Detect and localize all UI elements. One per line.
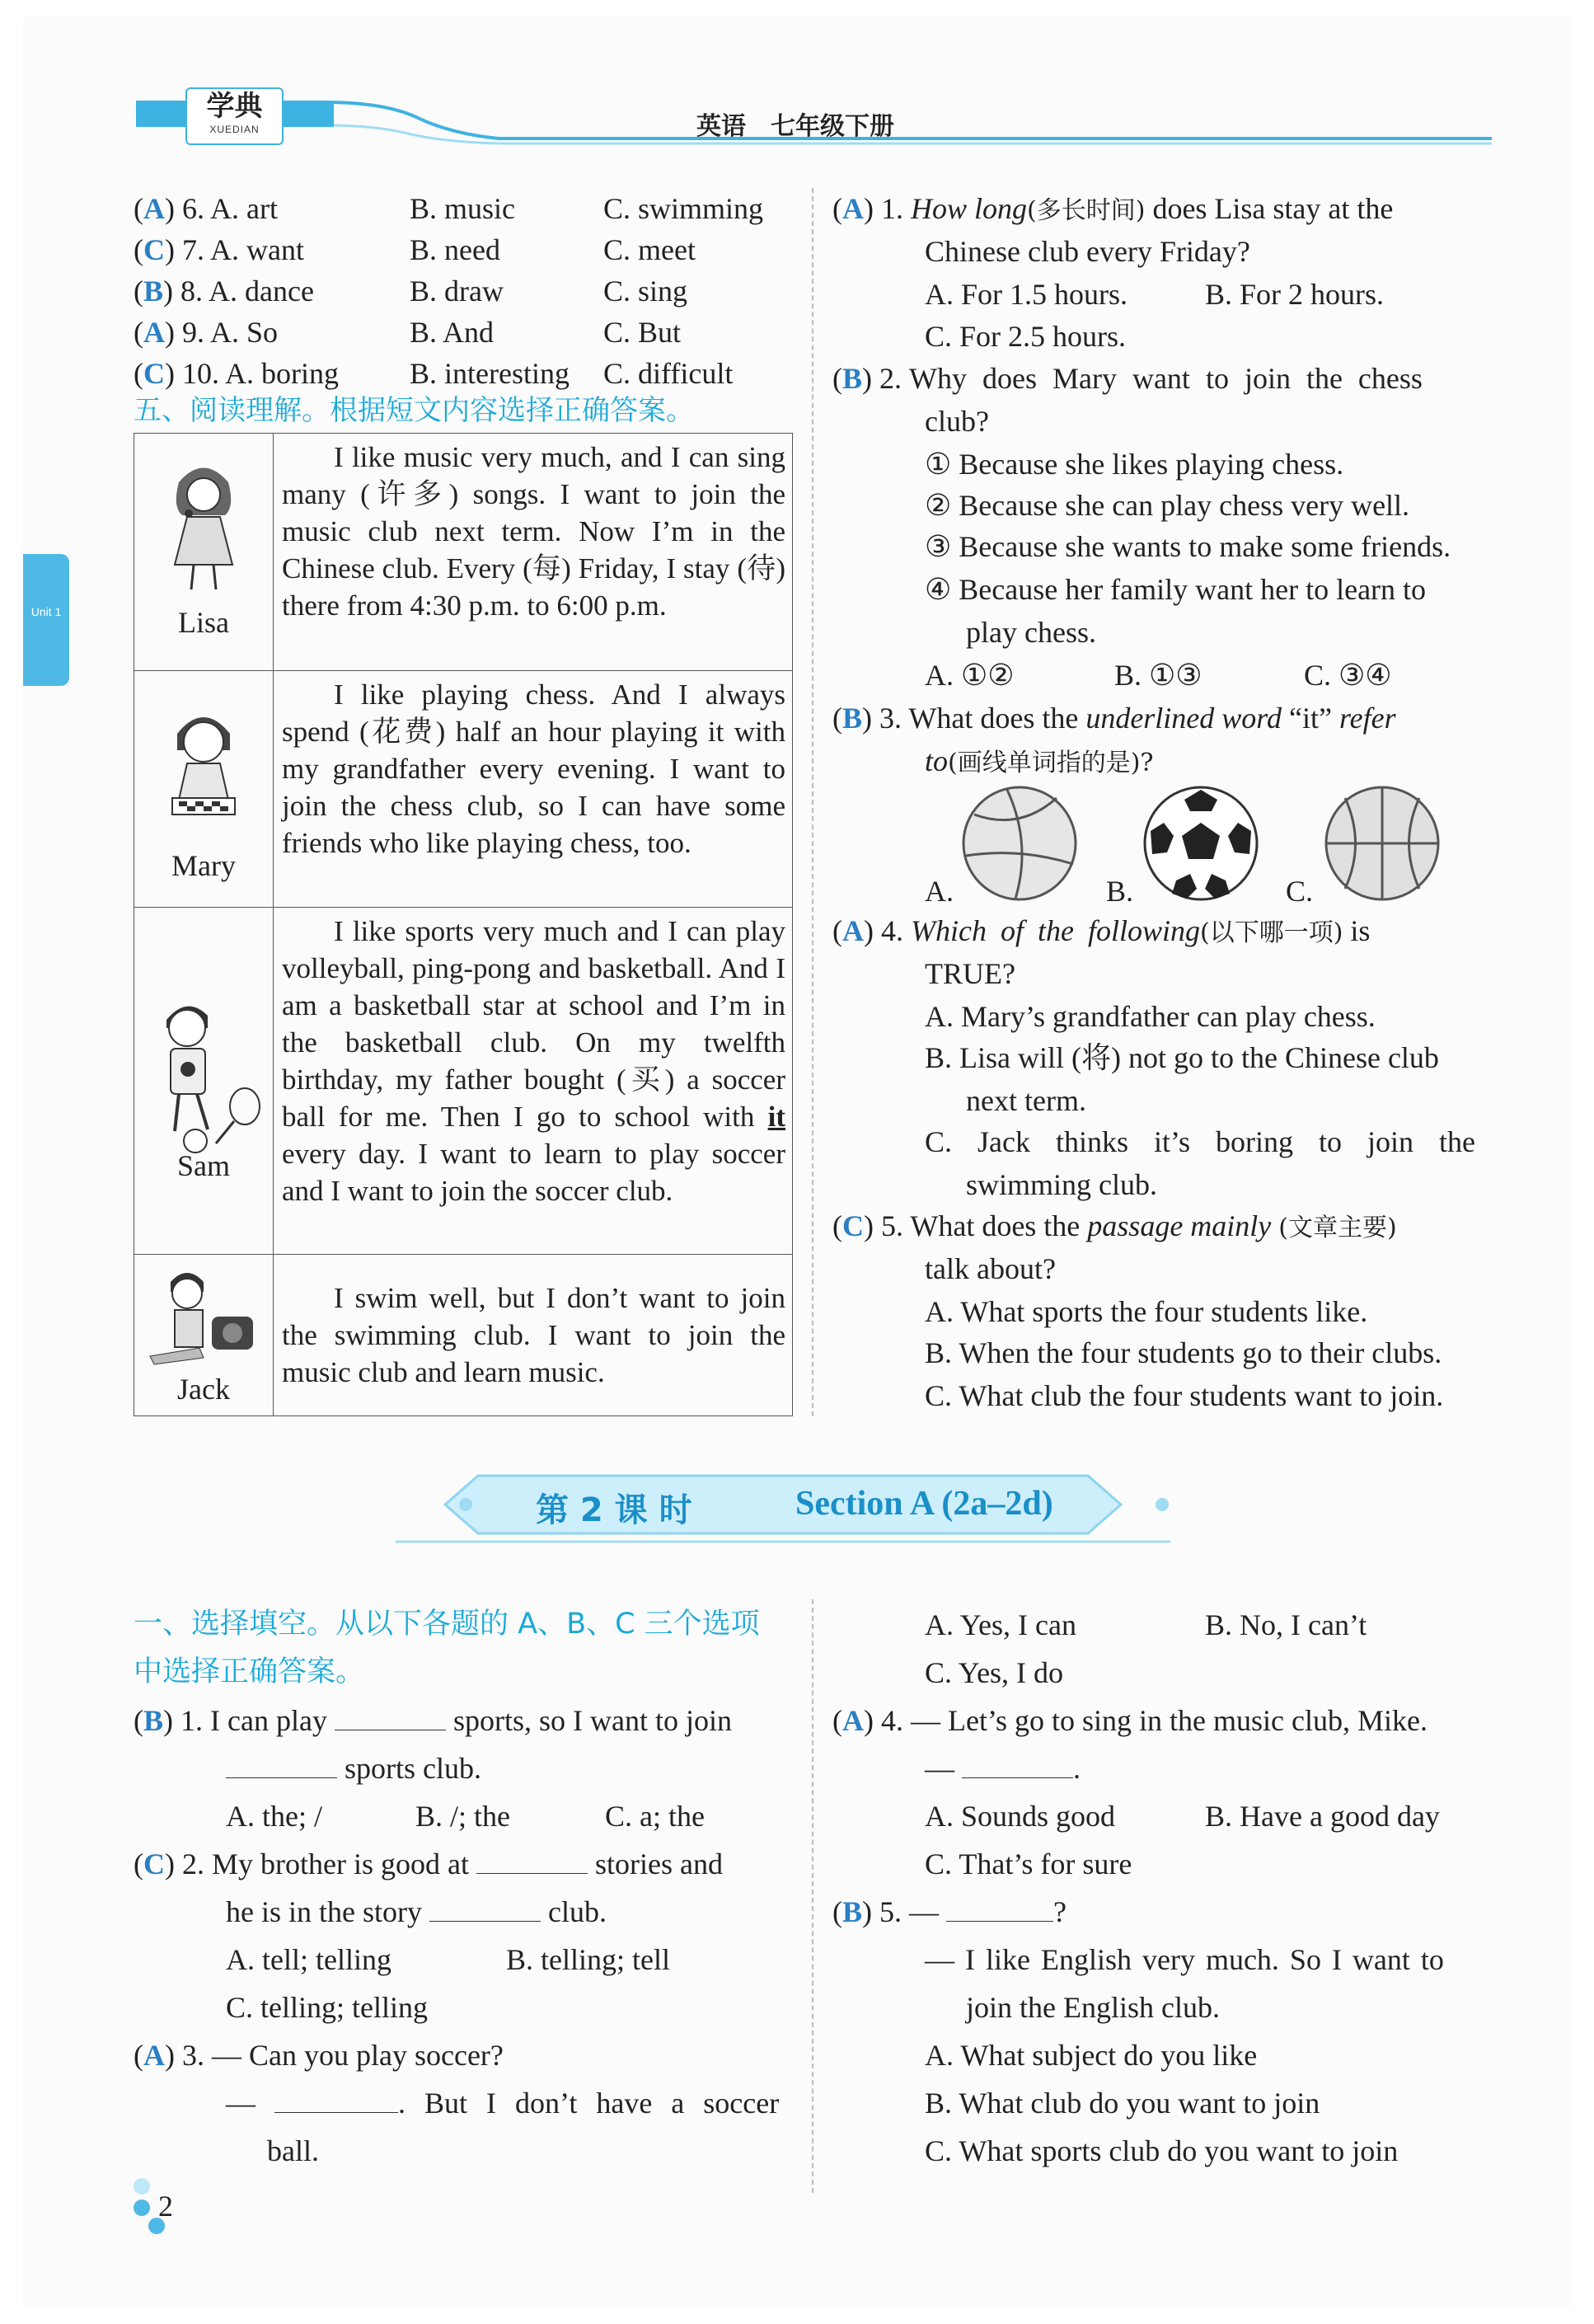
lisa-text-cell	[274, 434, 793, 671]
option: B. telling; tell	[506, 1943, 670, 1976]
option: B. ①③	[1114, 659, 1203, 692]
option: C. ③④	[1304, 659, 1392, 692]
logo-cn: 学典	[206, 90, 263, 123]
cloze-option: C. swimming	[603, 192, 764, 225]
option: A. Yes, I can	[925, 1608, 1076, 1641]
mcq-4-line1: (A) 4. — Let’s go to sing in the music club, Mike.	[832, 1704, 1428, 1737]
mcq-5-line3: join the English club.	[966, 1991, 1220, 2024]
lesson-title-cn: 第 2 课 时	[536, 1491, 692, 1529]
option: C. a; the	[605, 1800, 705, 1833]
cloze-option: B. music	[410, 192, 516, 225]
option: C. telling; telling	[226, 1991, 428, 2024]
hexagon-decoration-icon	[132, 2176, 181, 2242]
option: ④ Because her family want her to learn to	[925, 573, 1427, 606]
cloze-row: (C) 7. A. want	[134, 233, 304, 266]
logo-box	[185, 87, 284, 145]
option: ③ Because she wants to make some friends.	[925, 530, 1451, 563]
book-title: 英语 七年级下册	[696, 112, 894, 141]
question-4-stem2: TRUE?	[925, 957, 1015, 990]
part1-title-line1: 一、选择填空。从以下各题的 A、B、C 三个选项	[134, 1608, 760, 1641]
table-row	[134, 434, 793, 671]
cloze-row: (A) 6. A. art	[134, 192, 278, 225]
option: A. For 1.5 hours.	[925, 278, 1128, 311]
page-number: 2	[158, 2190, 173, 2223]
underlined-it: it	[767, 1101, 785, 1133]
jack-text-cell	[274, 1255, 793, 1416]
mary-cell	[134, 671, 274, 908]
option: A. ①②	[925, 659, 1015, 692]
mcq-2-line2: he is in the story club.	[226, 1895, 607, 1928]
option: C. What sports club do you want to join	[925, 2134, 1399, 2167]
option: B. /; the	[415, 1800, 510, 1833]
option: B. What club do you want to join	[925, 2087, 1320, 2120]
section5-title: 五、阅读理解。根据短文内容选择正确答案。	[134, 394, 694, 427]
option: ② Because she can play chess very well.	[925, 489, 1410, 522]
sam-text-part: I like sports very much and I can play volleyball, ping-pong and basketball. And I am a basketball star at school and I’m in the basketball club. On my twelfth birthday, my father bought (买) a soccer ball for me. Then I go to school with	[282, 915, 785, 1133]
option: A.	[925, 875, 954, 908]
reading-table	[134, 433, 793, 1416]
mcq-4-line2: — .	[925, 1752, 1081, 1785]
boy-music-icon	[142, 1265, 265, 1373]
soccer-ball-icon	[1139, 782, 1263, 905]
sam-cell	[134, 908, 274, 1255]
cloze-option: B. And	[410, 316, 495, 349]
blank[interactable]	[226, 1754, 337, 1778]
option: A. Sounds good	[925, 1800, 1116, 1833]
option: C. That’s for sure	[925, 1847, 1132, 1880]
mcq-1-line2: sports club.	[226, 1744, 481, 1792]
girl-chess-icon	[154, 701, 253, 841]
blank[interactable]	[335, 1707, 446, 1730]
student-name-mary: Mary	[171, 849, 236, 882]
table-row	[134, 908, 793, 1255]
mcq-3-line2: — . But I don’t have a soccer	[226, 2087, 780, 2120]
mcq-5-line2: — I like English very much. So I want to	[925, 1943, 1444, 1976]
cloze-option: B. need	[410, 233, 500, 266]
column-divider-top	[812, 188, 813, 1416]
jack-text: I swim well, but I don’t want to join the swimming club. I want to join the music club and learn music.	[282, 1282, 785, 1388]
volleyball-icon	[958, 782, 1081, 905]
cloze-option: C. sing	[603, 275, 688, 308]
lesson-banner	[396, 1459, 1170, 1550]
blank[interactable]	[274, 2089, 398, 2113]
option: C. Jack thinks it’s boring to join the	[925, 1125, 1475, 1158]
student-name-lisa: Lisa	[178, 606, 229, 639]
cloze-option: C. But	[603, 316, 682, 349]
option: A. the; /	[226, 1800, 322, 1833]
basketball-icon	[1320, 782, 1444, 905]
student-name-sam: Sam	[176, 1149, 230, 1182]
lisa-text: I like music very much, and I can sing many (许多) songs. I want to join the music club next term. Now I’m in the Chinese club. Every (每) Friday, I stay (待) there from 4:30 p.m. to 6:00 p.m.	[282, 441, 785, 622]
option: C. For 2.5 hours.	[925, 320, 1127, 353]
question-2-stem: (B) 2. Why does Mary want to join the chess	[832, 362, 1423, 395]
option: next term.	[966, 1084, 1086, 1117]
lisa-cell	[134, 434, 274, 671]
sam-text-cell	[274, 908, 793, 1255]
option: B. For 2 hours.	[1205, 278, 1385, 311]
question-2-stem2: club?	[925, 405, 989, 438]
option: play chess.	[966, 616, 1096, 649]
question-3-stem2: to(画线单词指的是)?	[925, 744, 1154, 777]
option: swimming club.	[966, 1168, 1157, 1201]
mcq-3-line1: (A) 3. — Can you play soccer?	[134, 2039, 504, 2072]
option: A. Mary’s grandfather can play chess.	[925, 1000, 1376, 1033]
sam-text	[282, 913, 785, 1209]
unit-label: Unit 1	[30, 605, 62, 618]
mcq-2-line1: (C) 2. My brother is good at stories and	[134, 1847, 723, 1880]
option: A. tell; telling	[226, 1943, 391, 1976]
boy-sports-icon	[142, 991, 265, 1156]
blank[interactable]	[429, 1898, 541, 1922]
option: B. When the four students go to their clubs.	[925, 1336, 1442, 1369]
question-4-stem: (A) 4. Which of the following(以下哪一项) is	[832, 914, 1371, 947]
mcq-5-line1: (B) 5. — ?	[832, 1895, 1067, 1928]
table-row	[134, 671, 793, 908]
option: C. Yes, I do	[925, 1656, 1064, 1689]
lesson-title-en: Section A (2a–2d)	[795, 1485, 1053, 1523]
student-name-jack: Jack	[177, 1373, 230, 1406]
blank[interactable]	[476, 1850, 588, 1874]
blank[interactable]	[962, 1754, 1073, 1778]
mcq-1-line1: (B) 1. I can play sports, so I want to join	[134, 1704, 732, 1737]
cloze-option: B. draw	[410, 275, 504, 308]
question-5-stem2: talk about?	[925, 1252, 1056, 1285]
question-1-stem2: Chinese club every Friday?	[925, 235, 1250, 268]
banner-frame	[396, 1459, 1170, 1550]
mary-text: I like playing chess. And I always spend (花费) half an hour playing it with my grandfather every evening. I want to join the chess club, so I can have some friends who like playing chess, too.	[282, 678, 785, 859]
option: B. Have a good day	[1205, 1800, 1440, 1833]
cloze-option: C. difficult	[603, 357, 734, 390]
cloze-row: (B) 8. A. dance	[134, 275, 314, 308]
option: B. Lisa will (将) not go to the Chinese club	[925, 1041, 1439, 1074]
option: A. What sports the four students like.	[925, 1295, 1368, 1328]
table-row	[134, 1255, 793, 1416]
jack-cell	[134, 1255, 274, 1416]
mary-text-cell	[274, 671, 793, 908]
option: C. What club the four students want to join.	[925, 1379, 1444, 1412]
cloze-row: (C) 10. A. boring	[134, 357, 340, 390]
cloze-row: (A) 9. A. So	[134, 316, 279, 349]
question-3-stem: (B) 3. What does the underlined word “it” refer	[832, 702, 1396, 735]
question-1-stem: (A) 1. How long(多长时间) does Lisa stay at the	[832, 192, 1394, 225]
logo-en: XUEDIAN	[209, 124, 260, 135]
column-divider-bottom	[812, 1599, 813, 2193]
question-5-stem: (C) 5. What does the passage mainly (文章主要)	[832, 1209, 1397, 1242]
part1-title-line2: 中选择正确答案。	[134, 1655, 365, 1688]
option: C.	[1286, 875, 1314, 908]
option: ① Because she likes playing chess.	[925, 448, 1344, 481]
sam-text-part: every day. I want to learn to play soccer and I want to join the soccer club.	[282, 1138, 785, 1207]
cloze-option: C. meet	[603, 233, 696, 266]
option: A. What subject do you like	[925, 2039, 1258, 2072]
cloze-option: B. interesting	[410, 357, 570, 390]
mcq-3-line3: ball.	[267, 2134, 319, 2167]
option: B.	[1106, 875, 1134, 908]
blank[interactable]	[946, 1898, 1053, 1922]
unit-side-tab	[23, 554, 69, 686]
option: B. No, I can’t	[1205, 1608, 1367, 1641]
girl-singing-icon	[154, 458, 253, 598]
